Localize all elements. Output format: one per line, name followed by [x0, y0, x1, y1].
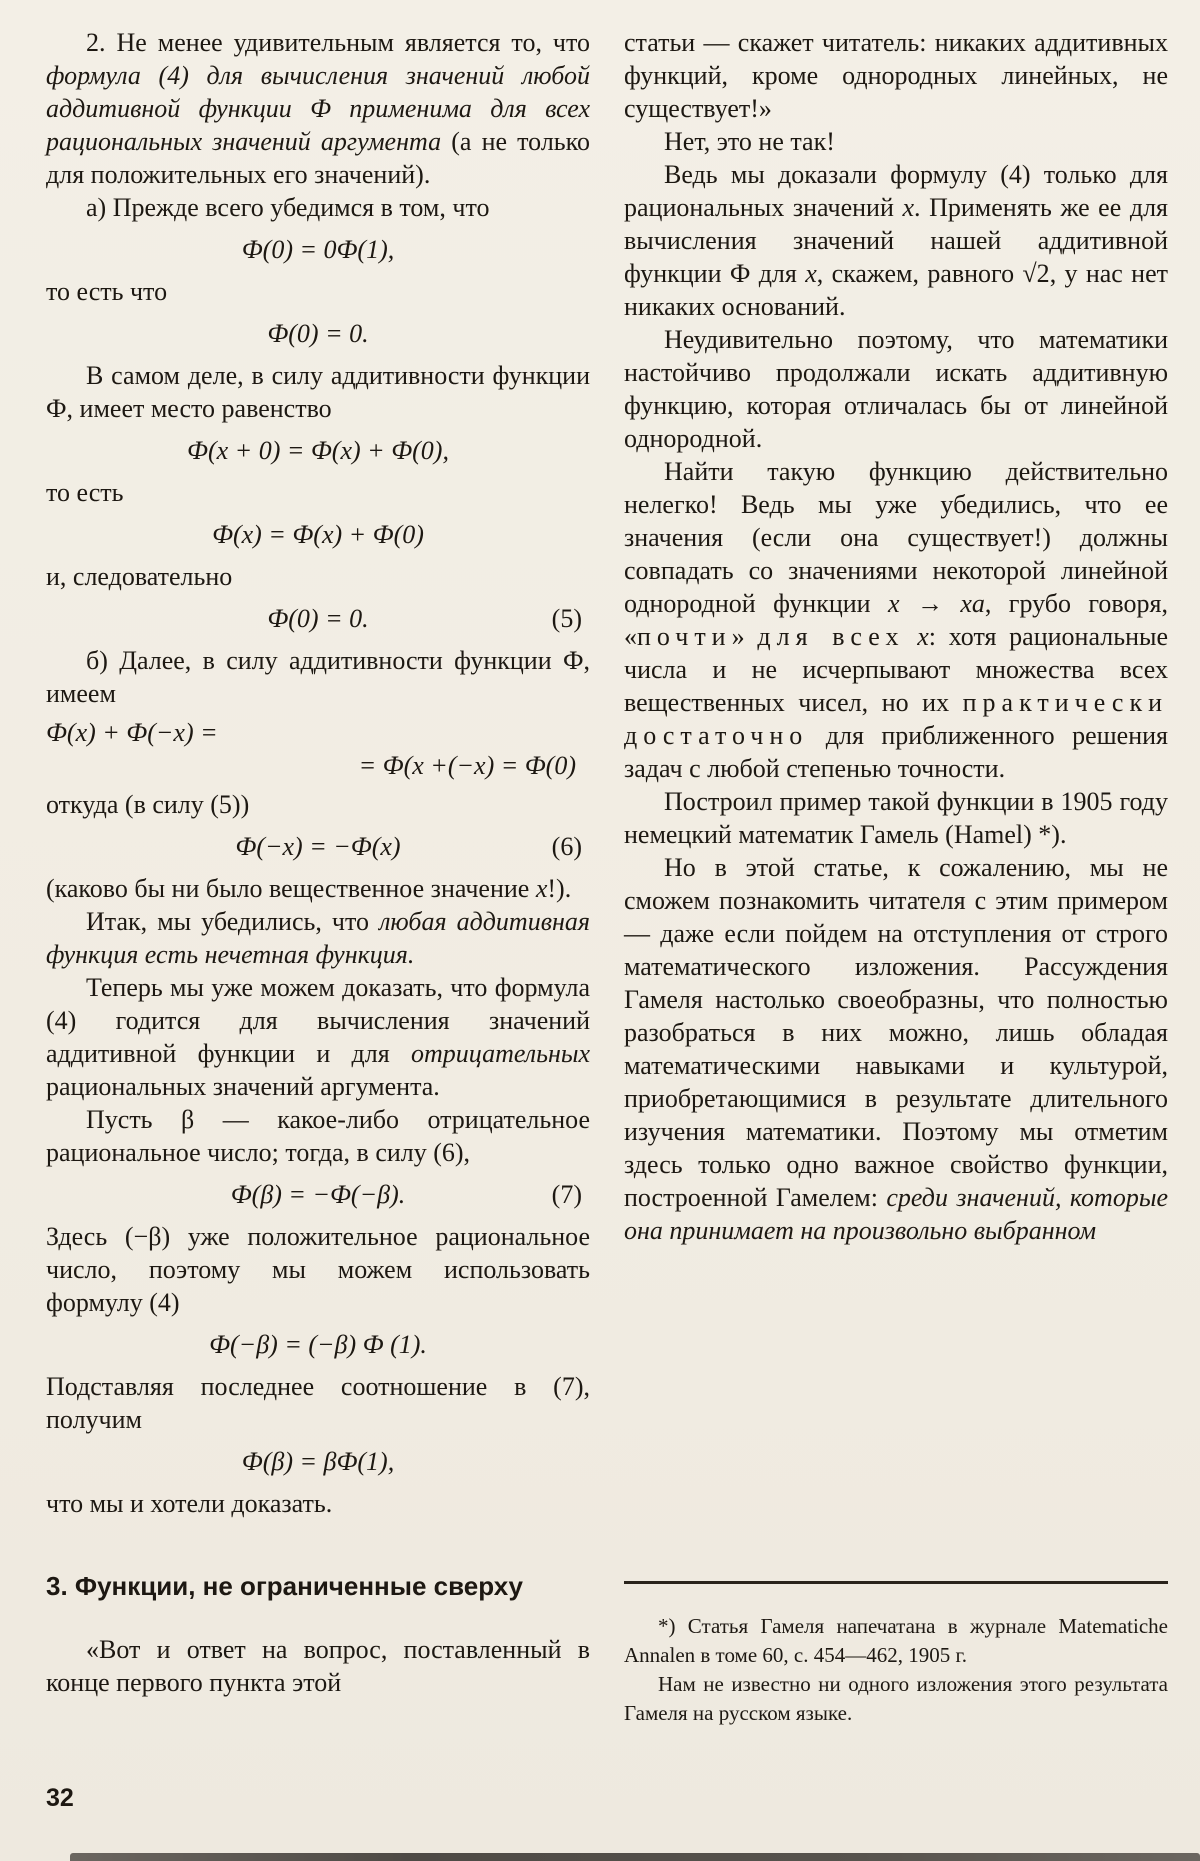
- text-run: Итак, мы убедились, что: [86, 907, 380, 936]
- equation-number: (7): [551, 1180, 582, 1209]
- text-run-italic: любая аддитивная функция есть нечетная функция.: [46, 907, 590, 969]
- paragraph: а) Прежде всего убедимся в том, что: [86, 193, 490, 222]
- formula-text: Ф(−β) = (−β) Ф (1).: [209, 1330, 427, 1359]
- paragraph: [624, 158, 1168, 323]
- text-run: : хотя рациональные числа и не исчерпывают множества всех вещественных чисел, но их: [624, 622, 1168, 717]
- text-run-italic: x: [902, 193, 915, 222]
- paragraph: откуда (в силу (5)): [46, 790, 250, 819]
- text-run: (а не только для положительных его значений).: [46, 127, 590, 189]
- paragraph: Построил пример такой функции в 1905 году немецкий математик Гамель (Hamel) *).: [624, 787, 1168, 849]
- footnote-paragraph: Нам не известно ни одного изложения этого результата Гамеля на русском языке.: [624, 1672, 1168, 1725]
- text-run: 2. Не менее удивительным является то, что: [86, 28, 590, 57]
- page-number: 32: [46, 1784, 74, 1812]
- text-run: Но в этой статье, к сожалению, мы не сможем познакомить читателя с этим примером — даже если пойдем на отступления от строго математического изложения. Рассуждения Гамеля настолько своеобразны, что полностью разобраться в них можно, лишь обладая математическими навыками и культурой, приобретающимися в результате длительного изучения математики. Поэтому мы отметим здесь только одно важное свойство функции, построенной Гамелем:: [624, 853, 1168, 1212]
- paragraph: Неудивительно поэтому, что математики настойчиво продолжали искать аддитивную функцию, которая отличалась бы от линейной однородной.: [624, 325, 1168, 453]
- formula-numbered: [46, 830, 590, 863]
- formula-text: Ф(x) = Ф(x) + Ф(0): [212, 520, 424, 549]
- formula-text: Ф(0) = 0.: [267, 319, 369, 348]
- formula: [46, 716, 590, 749]
- formula-text: = Ф(x +(−x) = Ф(0): [358, 751, 576, 780]
- paragraph: Подставляя последнее соотношение в (7), получим: [46, 1372, 590, 1434]
- section-heading: 3. Функции, не ограниченные сверху: [46, 1571, 523, 1601]
- paragraph: то есть: [46, 478, 124, 507]
- formula: [46, 1445, 590, 1478]
- text-run: !).: [547, 874, 572, 903]
- formula-text: Ф(x + 0) = Ф(x) + Ф(0),: [187, 436, 449, 465]
- text-run: (каково бы ни было вещественное значение: [46, 874, 536, 903]
- footnote-separator-rule: [624, 1581, 1168, 1584]
- text-run: , у нас нет никаких оснований.: [624, 259, 1168, 321]
- text-run: для приближенного решения задач с любой степенью точности.: [624, 721, 1168, 783]
- two-column-layout: [46, 26, 1168, 1728]
- footnote-paragraph: *) Статья Гамеля напечатана в журнале Matematiche Annalen в томе 60, с. 454—462, 1905 г.: [624, 1614, 1168, 1667]
- text-run-italic: формула (4) для вычисления значений любой аддитивной функции Ф применима для всех рациональных значений аргумента: [46, 61, 590, 156]
- formula: [46, 1328, 590, 1361]
- formula-text: Ф(0) = 0Ф(1),: [241, 235, 395, 264]
- equation-number: (6): [551, 832, 582, 861]
- formula: [46, 233, 590, 266]
- formula: [46, 434, 590, 467]
- sqrt-two: √2: [1022, 259, 1050, 288]
- paragraph: и, следовательно: [46, 562, 233, 591]
- paragraph: Здесь (−β) уже положительное рациональное число, поэтому мы можем использовать формулу (4): [46, 1222, 590, 1317]
- formula: [46, 749, 590, 782]
- text-run: »: [731, 622, 758, 651]
- paragraph: Нет, это не так!: [664, 127, 835, 156]
- footnote: [624, 1581, 1168, 1728]
- text-run: , грубо говоря, «: [624, 589, 1168, 651]
- text-run: . Применять же ее для вычисления значений нашей аддитивной функции Ф для: [624, 193, 1168, 288]
- paragraph: В самом деле, в силу аддитивности функции Ф, имеет место равенство: [46, 361, 590, 423]
- paragraph: [46, 905, 590, 971]
- paragraph: [46, 971, 590, 1103]
- formula-text: Ф(x) + Ф(−x) =: [46, 718, 218, 747]
- text-run-italic: x → xa: [888, 589, 985, 618]
- text-run-italic: отрицательных: [411, 1039, 590, 1068]
- text-run: Теперь мы уже можем доказать, что формула (4) годится для вычисления значений аддитивной функции и для: [46, 973, 590, 1068]
- text-run-italic: x: [535, 874, 548, 903]
- text-run: , скажем, равного: [816, 259, 1023, 288]
- text-run-letterspaced: практически достаточно: [624, 688, 1168, 750]
- formula-text: Ф(β) = βФ(1),: [241, 1447, 395, 1476]
- paragraph: что мы и хотели доказать.: [46, 1489, 333, 1518]
- scan-edge-artifact: [70, 1853, 1200, 1861]
- left-column: [46, 26, 590, 1728]
- paragraph: Пусть β — какое-либо отрицательное рациональное число; тогда, в силу (6),: [46, 1105, 590, 1167]
- paragraph: статьи — скажет читатель: никаких аддитивных функций, кроме однородных линейных, не существует!»: [624, 28, 1168, 123]
- paragraph: «Вот и ответ на вопрос, поставленный в конце первого пункта этой: [46, 1635, 590, 1697]
- formula: [46, 518, 590, 551]
- formula-numbered: [46, 1178, 590, 1211]
- text-run-italic: x: [805, 259, 817, 288]
- text-run-italic: среди значений, которые она принимает на произвольно выбранном: [624, 1183, 1168, 1245]
- text-run: Найти такую функцию действительно нелегко! Ведь мы уже убедились, что ее значения (если она существует!) должны совпадать со значениями некоторой линейной однородной функции: [624, 457, 1168, 618]
- formula-text: Ф(0) = 0.: [267, 604, 369, 633]
- text-run: рациональных значений аргумента.: [46, 1072, 440, 1101]
- formula-numbered: [46, 602, 590, 635]
- text-run-letterspaced: почти: [637, 622, 732, 651]
- paragraph: б) Далее, в силу аддитивности функции Ф, имеем: [46, 646, 590, 708]
- equation-number: (5): [551, 604, 582, 633]
- text-run-letterspaced: для всех: [757, 622, 905, 651]
- formula-text: Ф(−x) = −Ф(x): [235, 832, 401, 861]
- text-run-italic: x: [917, 622, 929, 651]
- paragraph: [46, 872, 590, 905]
- text-run: [904, 622, 917, 651]
- paragraph: [624, 455, 1168, 785]
- right-column: [624, 26, 1168, 1728]
- paragraph: то есть что: [46, 277, 168, 306]
- formula: [46, 317, 590, 350]
- formula-text: Ф(β) = −Ф(−β).: [230, 1180, 406, 1209]
- paragraph: [624, 851, 1168, 1247]
- text-run: Ведь мы доказали формулу (4) только для рациональных значений: [624, 160, 1168, 222]
- paragraph: [46, 26, 590, 191]
